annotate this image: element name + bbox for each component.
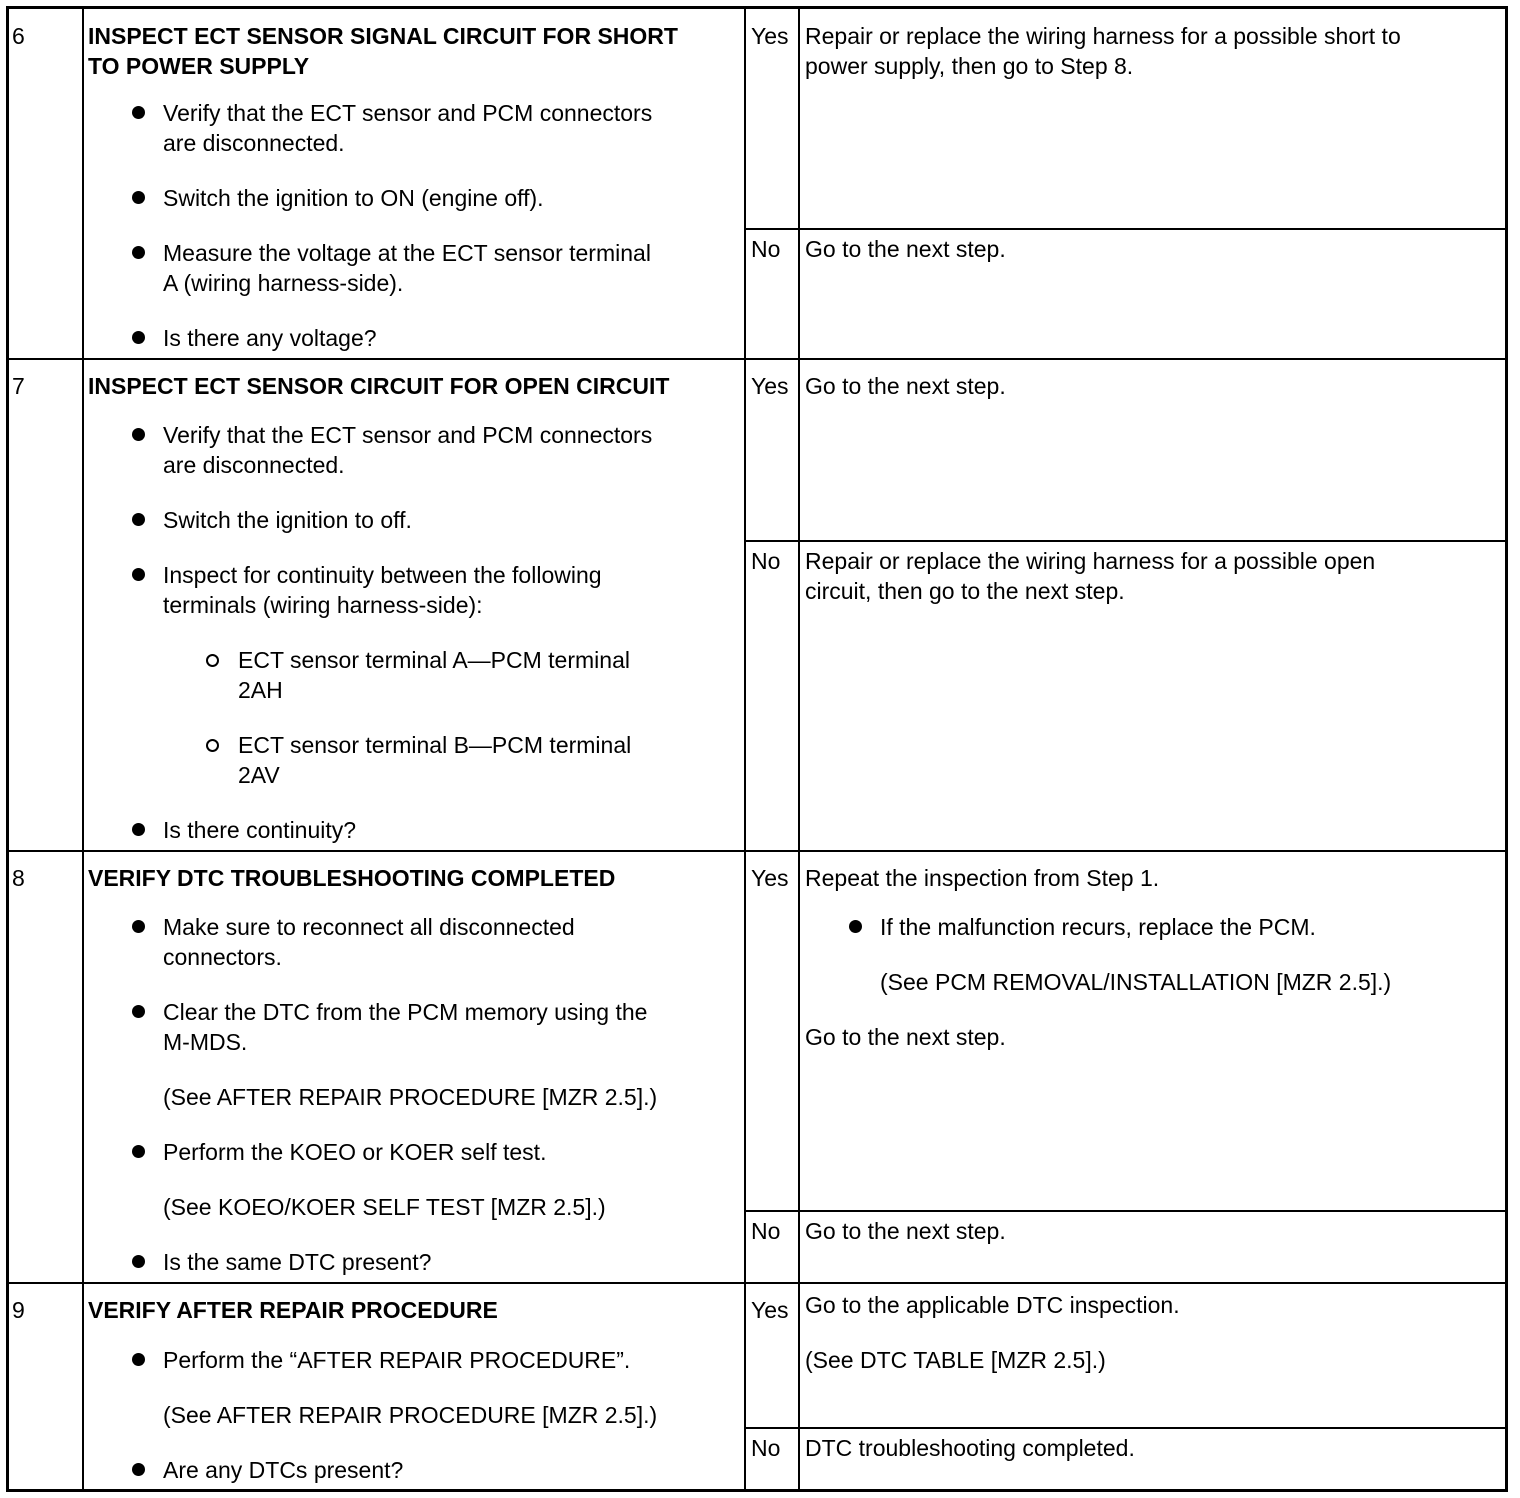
col-divider-action (744, 358, 746, 850)
yes-action: Repeat the inspection from Step 1. (805, 865, 1160, 891)
checklist-item: Make sure to reconnect all disconnected (163, 914, 575, 940)
col-divider-answer (798, 8, 800, 358)
checklist-item: Clear the DTC from the PCM memory using the (163, 999, 648, 1025)
row-divider-3 (8, 1282, 1508, 1284)
step-title: INSPECT ECT SENSOR SIGNAL CIRCUIT FOR SHORT (88, 23, 678, 49)
step-number: 7 (12, 373, 25, 399)
checklist-item: Switch the ignition to ON (engine off). (163, 185, 544, 211)
col-divider-action (744, 1282, 746, 1490)
step-title: VERIFY AFTER REPAIR PROCEDURE (88, 1297, 498, 1323)
checklist-item: Is the same DTC present? (163, 1249, 432, 1275)
checklist-item: M-MDS. (163, 1029, 248, 1055)
row-divider-1 (8, 358, 1508, 360)
bullet-icon (132, 428, 145, 441)
col-divider-action (744, 8, 746, 358)
step-title: VERIFY DTC TROUBLESHOOTING COMPLETED (88, 865, 616, 891)
sub-item-text: ECT sensor terminal A—PCM terminal (238, 647, 630, 673)
col-divider-step (82, 850, 84, 1282)
step-number: 6 (12, 23, 25, 49)
sub-bullet-icon (206, 739, 219, 752)
bullet-icon (132, 1463, 145, 1476)
reference-note: (See AFTER REPAIR PROCEDURE [MZR 2.5].) (163, 1084, 658, 1110)
step-title: INSPECT ECT SENSOR CIRCUIT FOR OPEN CIRCUIT (88, 373, 670, 399)
yes-action-bullet: If the malfunction recurs, replace the PCM. (880, 914, 1316, 940)
col-divider-step (82, 8, 84, 358)
col-divider-step (82, 1282, 84, 1490)
bullet-icon (132, 331, 145, 344)
no-label: No (751, 1218, 781, 1244)
yes-no-divider (744, 228, 1508, 230)
checklist-item: connectors. (163, 944, 282, 970)
step-title: TO POWER SUPPLY (88, 53, 310, 79)
yes-action: Go to the next step. (805, 1024, 1006, 1050)
checklist-item: Is there continuity? (163, 817, 357, 843)
no-action: Repair or replace the wiring harness for a possible open (805, 548, 1376, 574)
bullet-icon (132, 1005, 145, 1018)
col-divider-action (744, 850, 746, 1282)
col-divider-answer (798, 1282, 800, 1490)
yes-label: Yes (751, 373, 789, 399)
sub-item-text: ECT sensor terminal B—PCM terminal (238, 732, 632, 758)
yes-action: Repair or replace the wiring harness for a possible short to (805, 23, 1401, 49)
yes-no-divider (744, 540, 1508, 542)
no-label: No (751, 1435, 781, 1461)
checklist-item: Is there any voltage? (163, 325, 377, 351)
reference-note: (See KOEO/KOER SELF TEST [MZR 2.5].) (163, 1194, 606, 1220)
bullet-icon (132, 823, 145, 836)
yes-action: Go to the applicable DTC inspection. (805, 1292, 1180, 1318)
no-action: Go to the next step. (805, 1218, 1006, 1244)
bullet-icon (849, 920, 862, 933)
checklist-item: Perform the KOEO or KOER self test. (163, 1139, 547, 1165)
sub-item-text: 2AH (238, 677, 283, 703)
no-label: No (751, 236, 781, 262)
yes-action: (See DTC TABLE [MZR 2.5].) (805, 1347, 1106, 1373)
bullet-icon (132, 191, 145, 204)
yes-no-divider (744, 1210, 1508, 1212)
checklist-item: Switch the ignition to off. (163, 507, 412, 533)
no-action: DTC troubleshooting completed. (805, 1435, 1135, 1461)
yes-action: Go to the next step. (805, 373, 1006, 399)
bullet-icon (132, 1255, 145, 1268)
row-divider-2 (8, 850, 1508, 852)
yes-label: Yes (751, 23, 789, 49)
yes-action-note: (See PCM REMOVAL/INSTALLATION [MZR 2.5].) (880, 969, 1392, 995)
bullet-icon (132, 1145, 145, 1158)
checklist-item: Inspect for continuity between the following (163, 562, 602, 588)
no-action: Go to the next step. (805, 236, 1006, 262)
checklist-item: Verify that the ECT sensor and PCM connectors (163, 422, 653, 448)
checklist-item: are disconnected. (163, 452, 345, 478)
checklist-item: are disconnected. (163, 130, 345, 156)
col-divider-answer (798, 850, 800, 1282)
checklist-item: terminals (wiring harness-side): (163, 592, 483, 618)
bullet-icon (132, 106, 145, 119)
sub-item-text: 2AV (238, 762, 280, 788)
no-label: No (751, 548, 781, 574)
yes-action: power supply, then go to Step 8. (805, 53, 1134, 79)
bullet-icon (132, 920, 145, 933)
sub-bullet-icon (206, 654, 219, 667)
yes-no-divider (744, 1427, 1508, 1429)
yes-label: Yes (751, 865, 789, 891)
step-number: 8 (12, 865, 25, 891)
checklist-item: Are any DTCs present? (163, 1457, 404, 1483)
reference-note: (See AFTER REPAIR PROCEDURE [MZR 2.5].) (163, 1402, 658, 1428)
bullet-icon (132, 246, 145, 259)
checklist-item: Verify that the ECT sensor and PCM connectors (163, 100, 653, 126)
checklist-item: A (wiring harness-side). (163, 270, 404, 296)
col-divider-step (82, 358, 84, 850)
bullet-icon (132, 1353, 145, 1366)
checklist-item: Perform the “AFTER REPAIR PROCEDURE”. (163, 1347, 631, 1373)
checklist-item: Measure the voltage at the ECT sensor terminal (163, 240, 651, 266)
bullet-icon (132, 568, 145, 581)
step-number: 9 (12, 1297, 25, 1323)
yes-label: Yes (751, 1297, 789, 1323)
col-divider-answer (798, 358, 800, 850)
bullet-icon (132, 513, 145, 526)
no-action: circuit, then go to the next step. (805, 578, 1125, 604)
